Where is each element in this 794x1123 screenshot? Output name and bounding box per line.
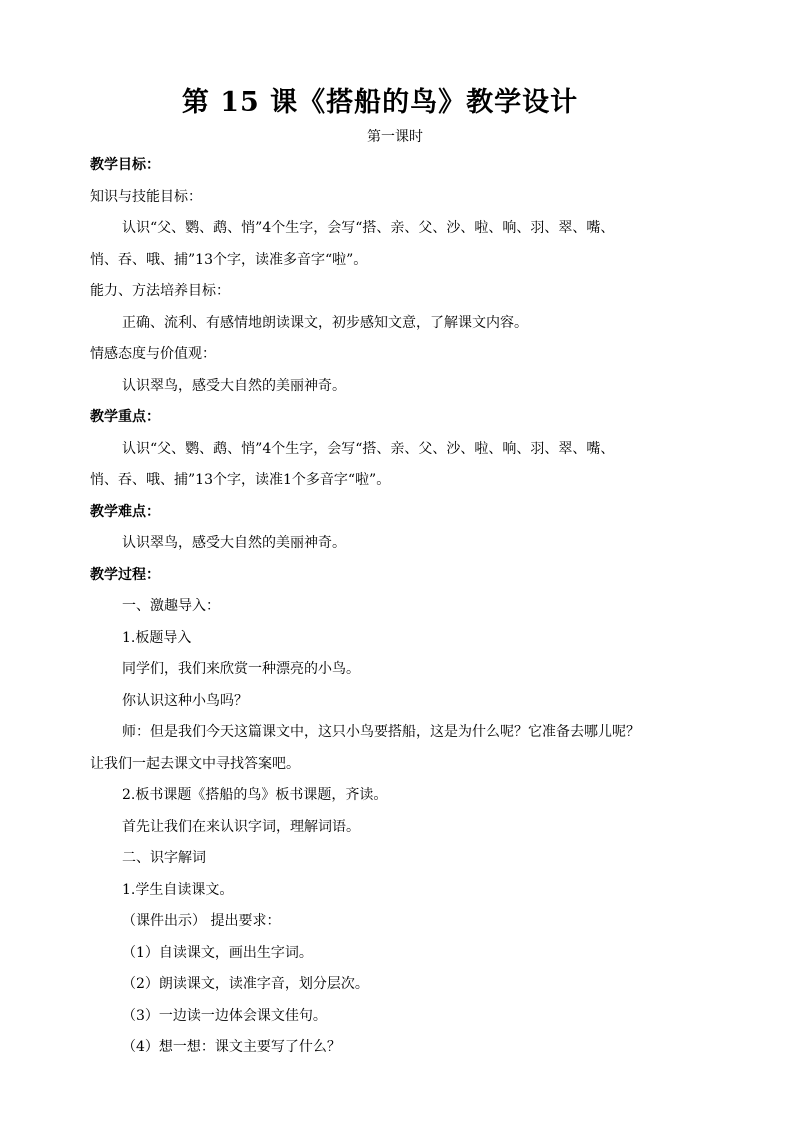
document-title: 第 15 课《搭船的鸟》教学设计 [181,87,579,118]
paragraph-line: 认识“父、鹦、鹉、悄”4个生字，会写“搭、亲、父、沙、啦、响、羽、翠、嘴、 [122,220,615,236]
paragraph-line: 师：但是我们今天这篇课文中，这只小鸟要搭船，这是为什么呢？它准备去哪儿呢？ [122,724,640,740]
paragraph-line: 悄、吞、哦、捕”13个字，读准1个多音字“啦”。 [90,472,391,488]
paragraph-line: 同学们，我们来欣赏一种漂亮的小鸟。 [122,661,360,677]
section-heading: 一、激趣导入： [122,598,220,614]
paragraph-line: 正确、流利、有感情地朗读课文，初步感知文意，了解课文内容。 [122,314,528,331]
paragraph-line: 你认识这种小鸟吗？ [122,692,248,709]
paragraph-line: 首先让我们在来认识字词，理解词语。 [122,818,360,835]
paragraph-line: 2.板书课题《搭船的鸟》板书课题，齐读。 [122,787,388,803]
step-heading: 1.学生自读课文。 [122,881,234,898]
paragraph-line: （课件出示） 提出要求： [122,913,281,929]
section-heading: 二、识字解词 [122,850,206,866]
subheading-emotion-values: 情感态度与价值观： [90,346,216,362]
heading-teaching-difficulty: 教学难点： [90,503,160,520]
paragraph-line: 认识“父、鹦、鹉、悄”4个生字，会写“搭、亲、父、沙、啦、响、羽、翠、嘴、 [122,440,615,457]
paragraph-line: 认识翠鸟，感受大自然的美丽神奇。 [122,377,346,394]
document-body [90,150,704,1064]
step-heading: 1.板题导入 [122,629,192,646]
paragraph-line: 认识翠鸟，感受大自然的美丽神奇。 [122,535,346,551]
heading-teaching-focus: 教学重点： [90,409,160,425]
paragraph-line: 悄、吞、哦、捕”13个字，读准多音字“啦”。 [90,251,368,268]
paragraph-line: 让我们一起去课文中寻找答案吧。 [90,755,300,772]
subheading-ability-method: 能力、方法培养目标： [90,283,230,299]
heading-teaching-process: 教学过程： [90,566,160,583]
subheading-knowledge-skills: 知识与技能目标： [90,188,202,205]
heading-teaching-goals: 教学目标： [90,157,160,173]
list-item: （4）想一想：课文主要写了什么？ [122,1039,341,1055]
list-item: （2）朗读课文，读准字音，划分层次。 [122,976,369,992]
document-subtitle: 第一课时 [367,129,423,145]
list-item: （1）自读课文，画出生字词。 [122,944,313,961]
list-item: （3）一边读一边体会课文佳句。 [122,1007,327,1024]
